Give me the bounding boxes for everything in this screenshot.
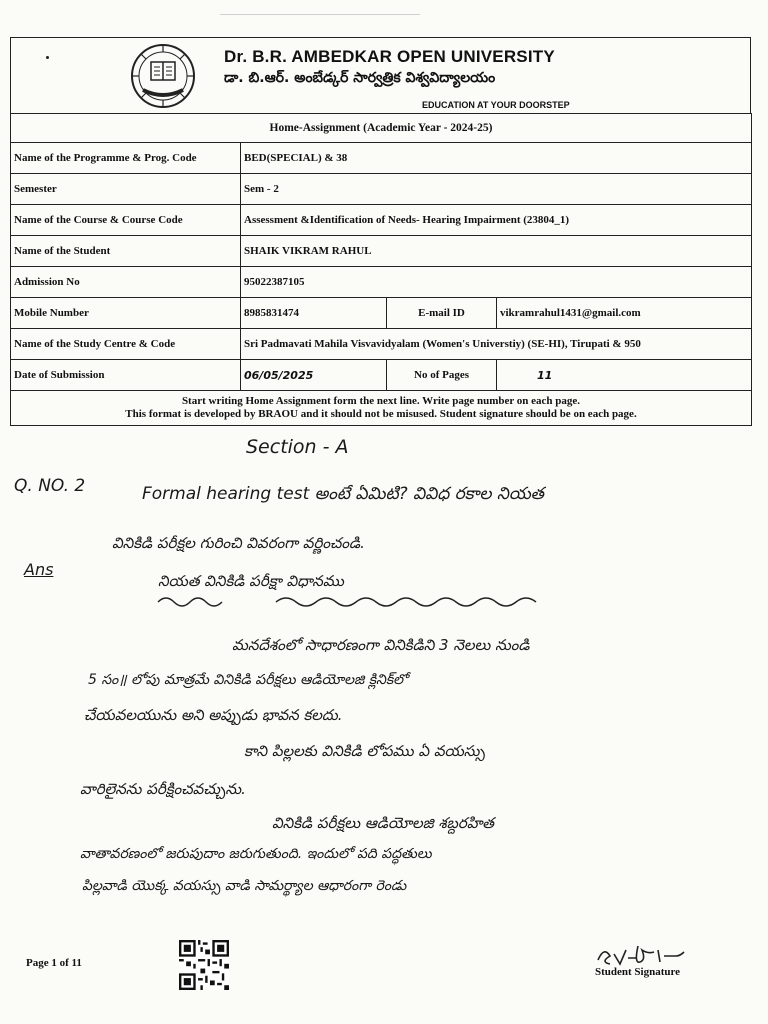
para2-line-2: వారిలైనను పరీక్షించవచ్చును. <box>80 780 246 798</box>
date-label: Date of Submission <box>11 360 241 391</box>
para3-line-2: వాతావరణంలో జరుపుదాం జరుగుతుంది. ఇందులో పది పద్ధతులు <box>80 846 432 862</box>
note-line-2: This format is developed by BRAOU and it should not be misused. Student signature should be on each page. <box>125 408 637 420</box>
answer-heading: నియత వినికిడి పరీక్షా విధానము <box>158 572 344 590</box>
admission-value: 95022387105 <box>241 267 752 298</box>
admission-label: Admission No <box>11 267 241 298</box>
para1-line-1: మనదేశంలో సాధారణంగా వినికిడిని 3 నెలలు నుండి <box>232 636 530 654</box>
page-number: Page 1 of 11 <box>26 957 82 969</box>
para1-line-3: చేయవలయును అని అప్పుడు భావన కలదు. <box>84 706 343 724</box>
semester-row <box>11 174 752 205</box>
university-seal-logo <box>129 42 197 110</box>
scan-artifact <box>220 14 420 15</box>
para3-line-1: వినికిడి పరీక్షలు ఆడియోలజి శబ్దరహిత <box>272 814 494 832</box>
qr-code-icon <box>178 940 230 990</box>
question-line-2: వినికిడి పరీక్షల గురించి వివరంగా వర్ణించండి. <box>112 534 365 552</box>
course-value: Assessment &Identification of Needs- Hearing Impairment (23804_1) <box>241 205 752 236</box>
study-centre-label: Name of the Study Centre & Code <box>11 329 241 360</box>
question-line-1: Formal hearing test అంటే ఏమిటి? వివిధ రకాల నియత <box>142 484 544 504</box>
programme-value: BED(SPECIAL) & 38 <box>241 143 752 174</box>
course-label: Name of the Course & Course Code <box>11 205 241 236</box>
semester-label: Semester <box>11 174 241 205</box>
note-line-1: Start writing Home Assignment form the next line. Write page number on each page. <box>181 395 581 407</box>
admission-row <box>11 267 752 298</box>
para2-line-1: కాని పిల్లలకు వినికిడి లోపము ఏ వయస్సు <box>244 742 485 760</box>
study-centre-value: Sri Padmavati Mahila Visvavidyalam (Women's Universtiy) (SE-HI), Tirupati & 950 <box>241 329 752 360</box>
pages-label: No of Pages <box>387 360 497 391</box>
email-value: vikramrahul1431@gmail.com <box>497 298 752 329</box>
university-name-english: Dr. B.R. AMBEDKAR OPEN UNIVERSITY <box>224 47 555 66</box>
section-heading: Section - A <box>246 436 349 458</box>
form-title: Home-Assignment (Academic Year - 2024-25) <box>11 114 752 143</box>
mobile-email-row <box>11 298 752 329</box>
pages-value: 11 <box>497 360 752 391</box>
programme-label: Name of the Programme & Prog. Code <box>11 143 241 174</box>
heading-underline-squiggle <box>156 594 541 608</box>
assignment-form-table <box>10 113 752 426</box>
university-name-telugu: డా. బి.ఆర్. అంబేడ్కర్ సార్వత్రిక విశ్వవిద్యాలయం <box>224 70 496 86</box>
para3-line-3: పిల్లవాడి యొక్క వయస్సు వాడి సామర్థ్యాల ఆధారంగా రెండు <box>82 878 407 894</box>
email-label: E-mail ID <box>387 298 497 329</box>
answer-label: Ans <box>24 560 54 579</box>
course-row <box>11 205 752 236</box>
date-value: 06/05/2025 <box>241 360 387 391</box>
para1-line-2: 5 సం॥ లోపు మాత్రమే వినికిడి పరీక్షలు ఆడియోలజి క్లినిక్‌లో <box>88 672 408 688</box>
study-centre-row <box>11 329 752 360</box>
mobile-value: 8985831474 <box>241 298 387 329</box>
submission-row <box>11 360 752 391</box>
semester-value: Sem - 2 <box>241 174 752 205</box>
university-header <box>10 37 751 113</box>
student-label: Name of the Student <box>11 236 241 267</box>
instructions-note <box>11 391 752 426</box>
student-value: SHAIK VIKRAM RAHUL <box>241 236 752 267</box>
question-number: Q. NO. 2 <box>14 476 86 496</box>
programme-row <box>11 143 752 174</box>
mobile-label: Mobile Number <box>11 298 241 329</box>
university-tagline: EDUCATION AT YOUR DOORSTEP <box>422 100 570 110</box>
student-row <box>11 236 752 267</box>
student-signature-label: Student Signature <box>595 966 681 978</box>
